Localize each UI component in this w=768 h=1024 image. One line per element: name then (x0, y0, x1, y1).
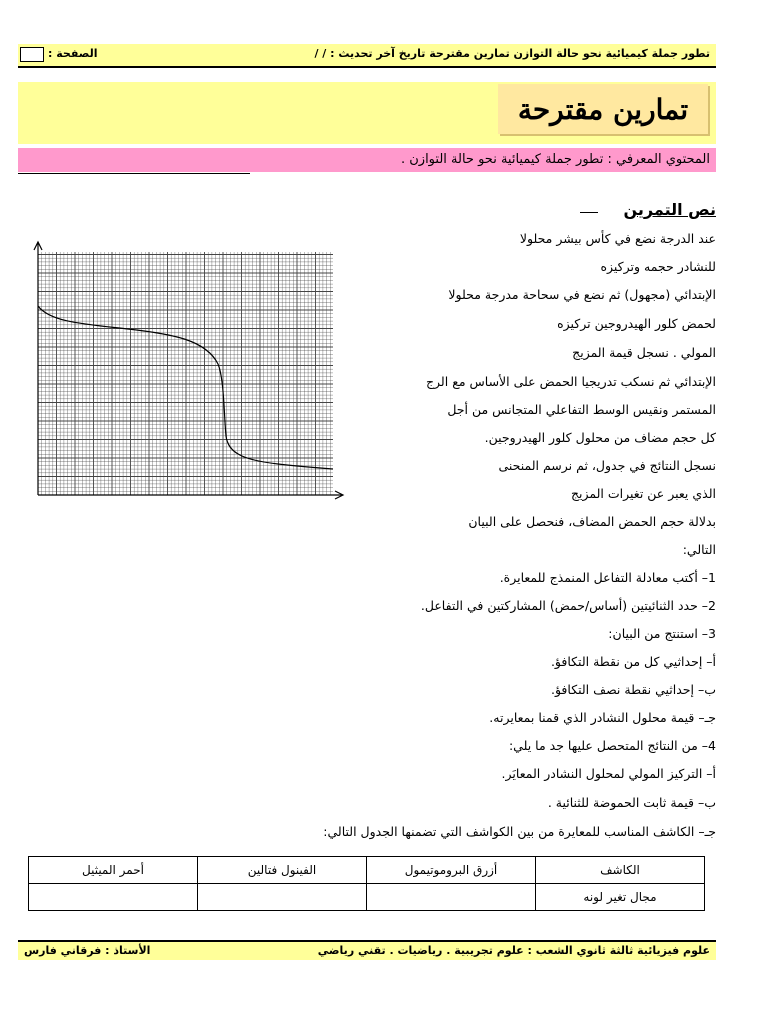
text-line: 1– أكتب معادلة التفاعل المنمذج للمعايرة. (499, 570, 716, 585)
table-header-cell: الفينول فتالين (198, 857, 367, 884)
text-line: كل حجم مضاف من محلول كلور الهيدروجين. (484, 430, 716, 445)
text-line: أ– التركيز المولي لمحلول النشادر المعايَر. (501, 766, 716, 781)
footer-subject: علوم فيزيائية ثالثة ثانوي الشعب : علوم تجريبية . رياضيات . تقني رياضي (317, 944, 710, 957)
text-line: التالي: (682, 542, 716, 557)
text-line: المستمر ونقيس الوسط التفاعلي المتجانس من أجل (447, 402, 716, 417)
text-line: ب– إحداثيي نقطة نصف التكافؤ. (550, 682, 716, 697)
text-line: 2– حدد الثنائيتين (أساس/حمض) المشاركتين في التفاعل. (420, 598, 716, 613)
content-band (18, 148, 716, 172)
page-title: تمارين مقترحة (517, 92, 689, 126)
text-line: 3– استنتج من البيان: (608, 626, 716, 641)
content-text: المحتوي المعرفي : تطور جملة كيميائية نحو حالة التوازن . (400, 152, 710, 167)
table-cell (29, 884, 198, 911)
title-band (18, 82, 716, 144)
table-row (29, 884, 705, 911)
header-text: تطور جملة كيميائية نحو حالة التوازن تمارين مقترحة تاريخ آخر تحديث : / / (314, 47, 710, 60)
title-box (498, 84, 708, 134)
exercise-title-line (580, 212, 598, 213)
table-header-cell: أحمر الميثيل (29, 857, 198, 884)
text-line: الإبتدائي ثم نسكب تدريجيا الحمض على الأساس مع الرج (425, 374, 716, 389)
content-underline (18, 173, 250, 174)
table-cell (198, 884, 367, 911)
text-line: للنشادر حجمه وتركيزه (600, 259, 716, 274)
text-line: عند الدرجة نضع في كأس بيشر محلولا (519, 231, 716, 246)
text-line: ب– قيمة ثابت الحموضة للثنائية . (547, 795, 716, 810)
footer-band (18, 940, 716, 960)
indicator-table (28, 856, 705, 911)
page-number-box (20, 47, 44, 62)
text-line: لحمض كلور الهيدروجين تركيزه (557, 316, 716, 331)
table-header-cell: أزرق البروموتيمول (367, 857, 536, 884)
table-header-cell: الكاشف (536, 857, 705, 884)
page-label: الصفحة : (48, 47, 98, 60)
text-line: بدلالة حجم الحمض المضاف، فنحصل على البيان (468, 514, 716, 529)
text-line: نسجل النتائج في جدول، ثم نرسم المنحنى (498, 458, 716, 473)
titration-graph (28, 240, 358, 510)
footer-teacher: الأستاذ : فرقاني فارس (24, 944, 151, 957)
exercise-title: نص التمرين (623, 200, 716, 219)
text-line: جـ– الكاشف المناسب للمعايرة من بين الكواشف التي تضمنها الجدول التالي: (323, 824, 716, 839)
table-row (29, 857, 705, 884)
text-line: الذي يعبر عن تغيرات المزيج (570, 486, 716, 501)
text-line: أ– إحداثيي كل من نقطة التكافؤ. (550, 654, 716, 669)
text-line: جـ– قيمة محلول النشادر الذي قمنا بمعايرته. (489, 710, 716, 725)
table-cell: مجال تغير لونه (536, 884, 705, 911)
table-cell (367, 884, 536, 911)
text-line: المولي . نسجل قيمة المزيج (572, 345, 716, 360)
text-line: الإبتدائي (مجهول) ثم نضع في سحاحة مدرجة محلولا (448, 287, 716, 302)
header-band (18, 44, 716, 68)
graph-grid-fine (38, 252, 333, 495)
text-line: 4– من النتائج المتحصل عليها جد ما يلي: (508, 738, 716, 753)
